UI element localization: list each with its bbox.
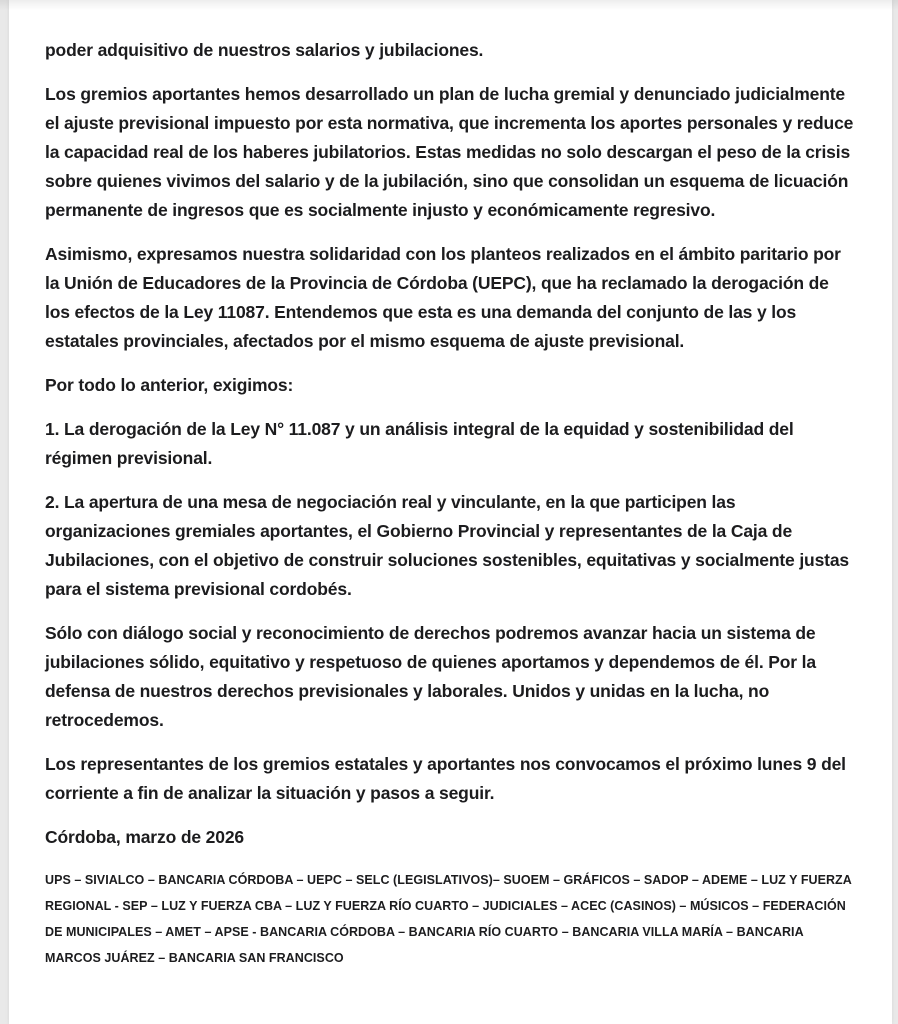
paragraph-demanda-1: 1. La derogación de la Ley N° 11.087 y un análisis integral de la equidad y sostenibilidad del régimen previsional. xyxy=(45,419,794,468)
paragraph-convocatoria: Los representantes de los gremios estatales y aportantes nos convocamos el próximo lunes 9 del corriente a fin de analizar la situación y pasos a seguir. xyxy=(45,754,846,803)
paragraph-exigimos: Por todo lo anterior, exigimos: xyxy=(45,375,294,395)
paragraph-dialogo-social: Sólo con diálogo social y reconocimiento de derechos podremos avanzar hacia un sistema de jubilaciones sólido, equitativo y respetuoso de quienes aportamos y dependemos de él. Por la defensa de nuestros derechos previsionales y laborales. Unidos y unidas en la lucha, no retrocedemos. xyxy=(45,623,816,730)
signatories-list: UPS – SIVIALCO – BANCARIA CÓRDOBA – UEPC – SELC (LEGISLATIVOS)– SUOEM – GRÁFICOS – SADOP – ADEME – LUZ Y FUERZA REGIONAL - SEP – LUZ Y FUERZA CBA – LUZ Y FUERZA RÍO CUARTO – JUDICIALES – ACEC (CASINOS) – MÚSICOS – FEDERACIÓN DE MUNICIPALES – AMET – APSE - BANCARIA CÓRDOBA – BANCARIA RÍO CUARTO – BANCARIA VILLA MARÍA – BANCARIA MARCOS JUÁREZ – BANCARIA SAN FRANCISCO xyxy=(45,873,852,965)
paragraph-intro-fragment: poder adquisitivo de nuestros salarios y jubilaciones. xyxy=(45,40,484,60)
paragraph-solidaridad-uepc: Asimismo, expresamos nuestra solidaridad con los planteos realizados en el ámbito paritario por la Unión de Educadores de la Provincia de Córdoba (UEPC), que ha reclamado la derogación de los efectos de la Ley 11087. Entendemos que esta es una demanda del conjunto de las y los estatales provinciales, afectados por el mismo esquema de ajuste previsional. xyxy=(45,244,841,351)
paragraph-demanda-2: 2. La apertura de una mesa de negociación real y vinculante, en la que participen las organizaciones gremiales aportantes, el Gobierno Provincial y representantes de la Caja de Jubilaciones, con el objetivo de construir soluciones sostenibles, equitativas y socialmente justas para el sistema previsional cordobés. xyxy=(45,492,850,599)
document-page xyxy=(9,0,892,1024)
paragraph-plan-de-lucha: Los gremios aportantes hemos desarrollado un plan de lucha gremial y denunciado judicialmente el ajuste previsional impuesto por esta normativa, que incrementa los aportes personales y reduce la capacidad real de los haberes jubilatorios. Estas medidas no solo descargan el peso de la crisis sobre quienes vivimos del salario y de la jubilación, sino que consolidan un esquema de licuación permanente de ingresos que es socialmente injusto y económicamente regresivo. xyxy=(45,84,854,220)
document-content xyxy=(9,0,892,971)
paragraph-fecha-lugar: Córdoba, marzo de 2026 xyxy=(45,827,244,847)
